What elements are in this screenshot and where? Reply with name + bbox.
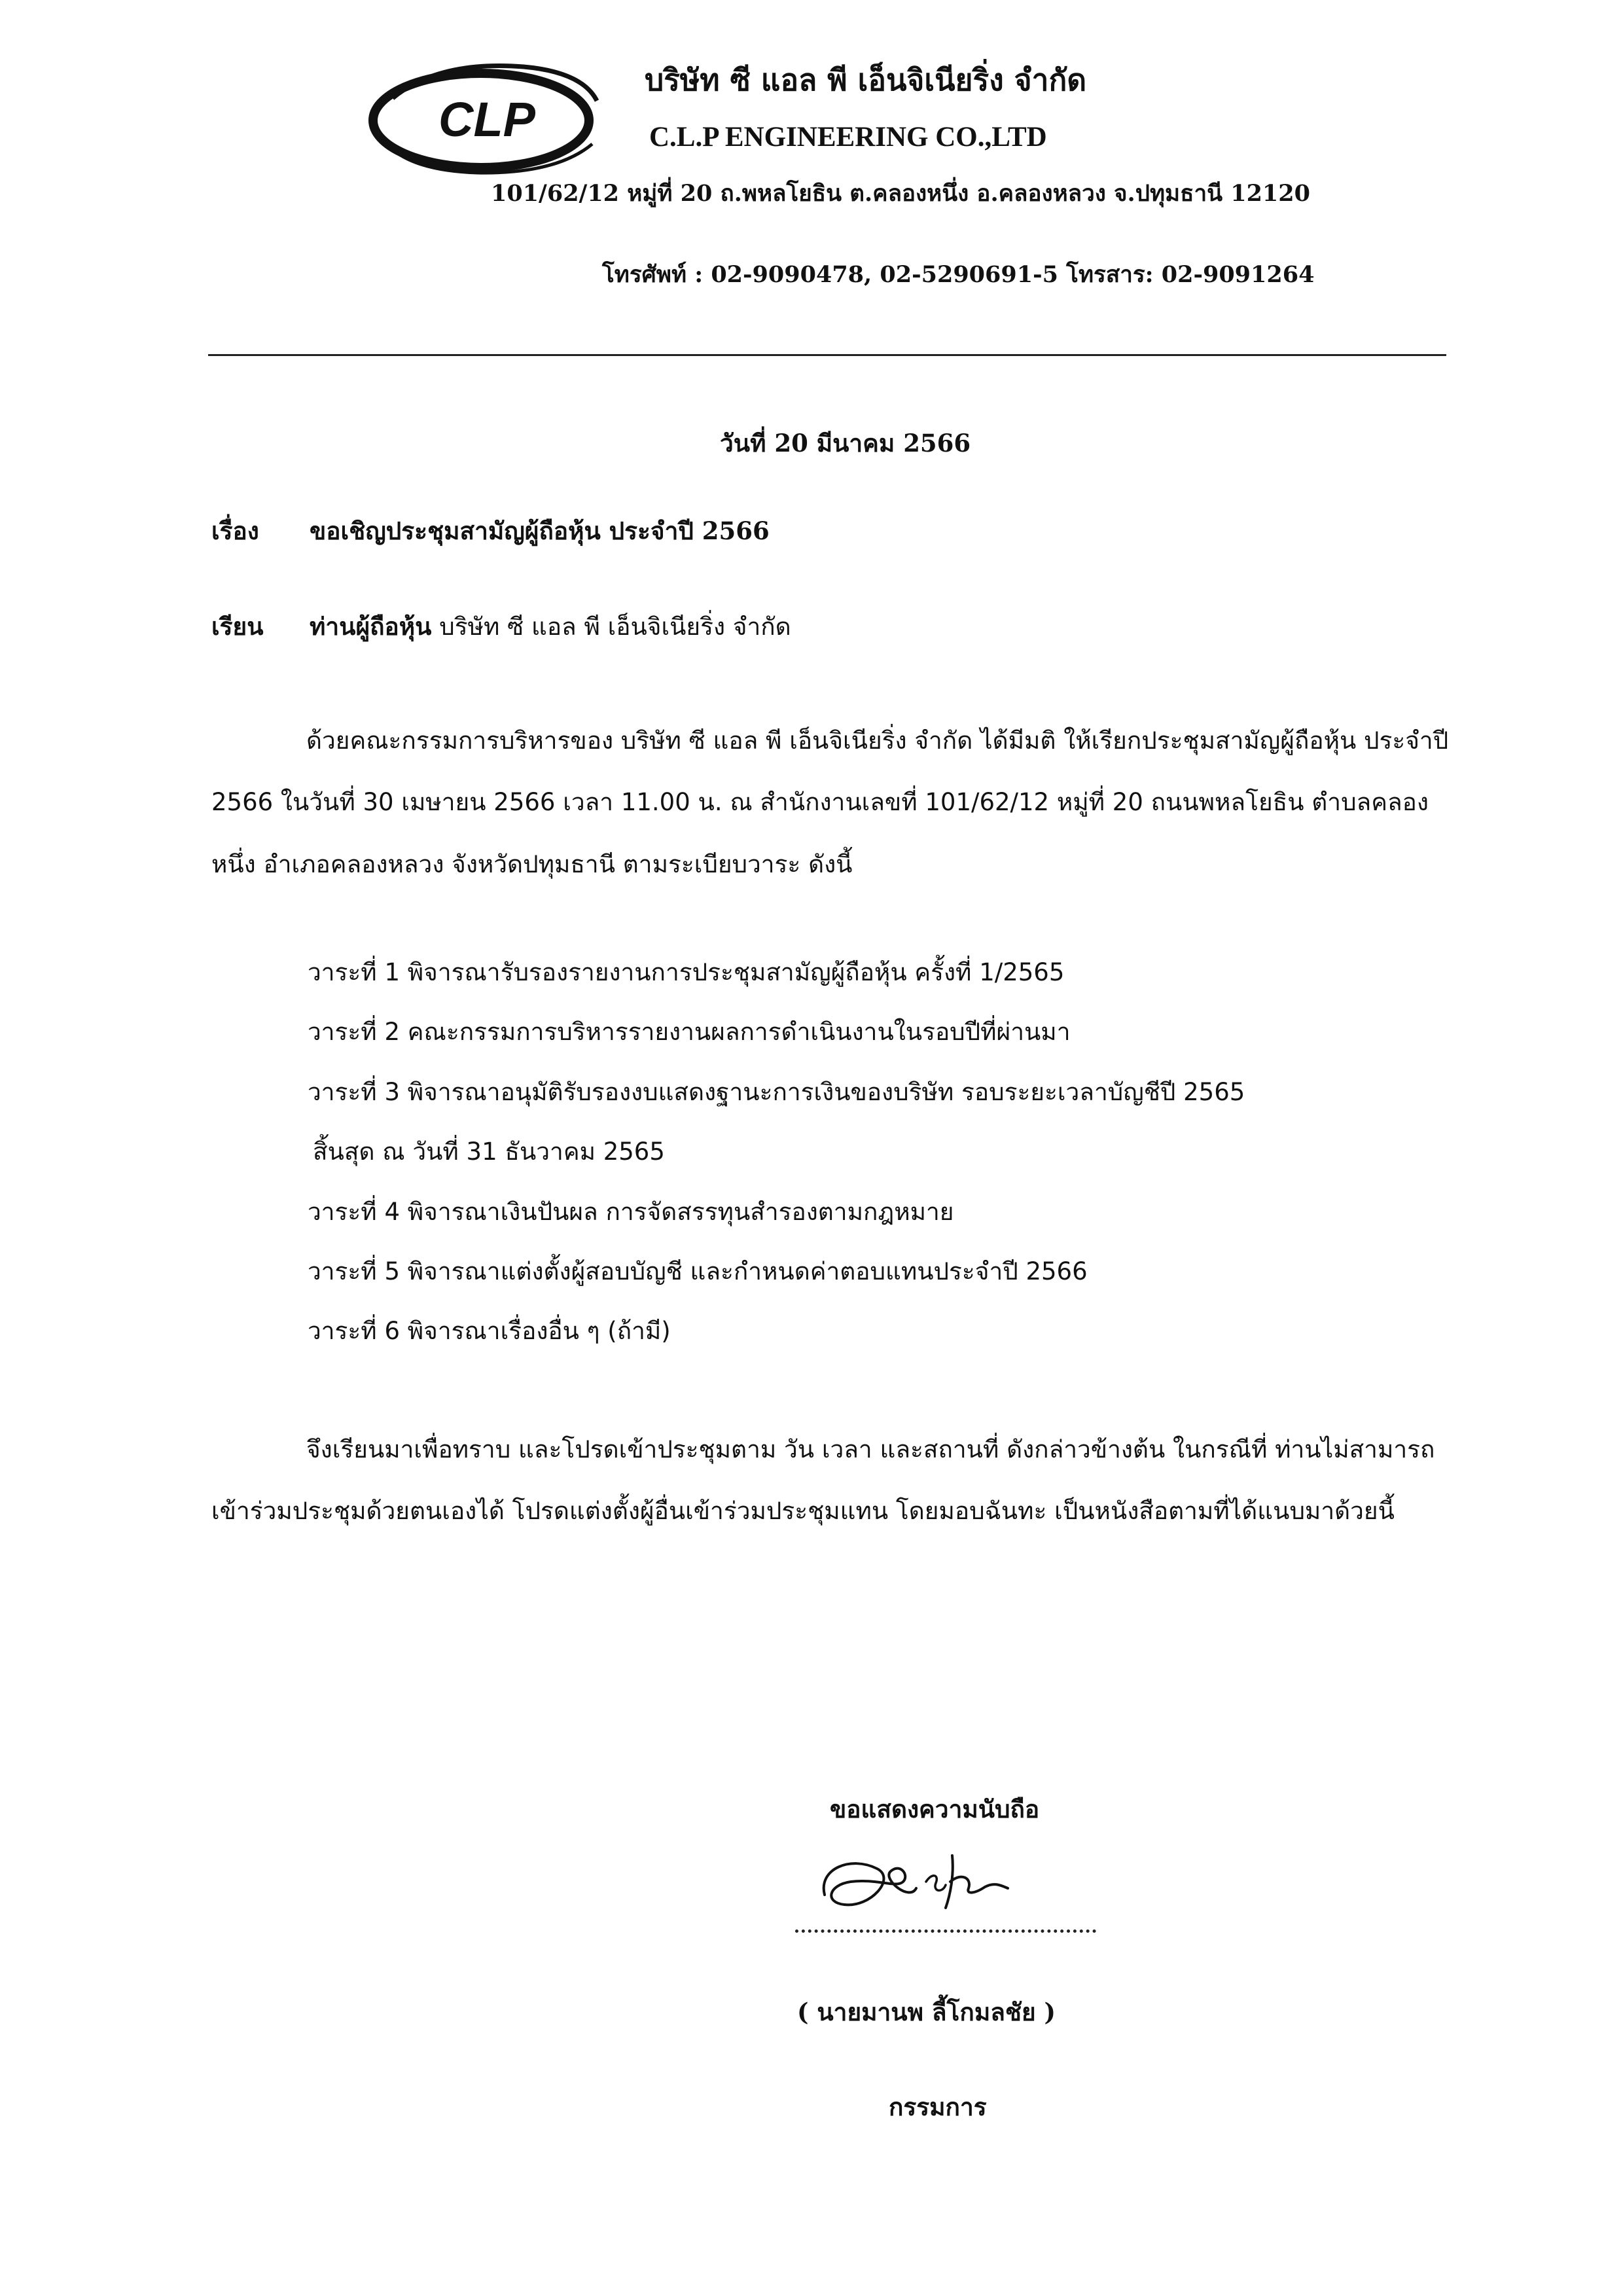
closing-paragraph-text: จึงเรียนมาเพื่อทราบ และโปรดเข้าประชุมตาม วัน เวลา และสถานที่ ดังกล่าวข้างต้น ในกรณีที่ ท่านไม่สามารถเข้าร่วมประชุมด้วยตนเองได้ โปรดแต่งตั้งผู้อื่นเข้าร่วมประชุมแทน โดยมอบฉันทะ เป็นหนังสือตามที่ได้แนบมาด้วยนี้ xyxy=(211,1435,1435,1526)
agenda-item: วาระที่ 5 พิจารณาแต่งตั้งผู้สอบบัญชี และกำหนดค่าตอบแทนประจำปี 2566 xyxy=(308,1257,1088,1285)
agenda-item: วาระที่ 6 พิจารณาเรื่องอื่น ๆ (ถ้ามี) xyxy=(308,1317,671,1346)
subject-label: เรื่อง xyxy=(211,516,259,545)
intro-paragraph-text: ด้วยคณะกรรมการบริหารของ บริษัท ซี แอล พี เอ็นจิเนียริ่ง จำกัด ได้มีมติ ให้เรียกประชุมสามัญผู้ถือหุ้น ประจำปี 2566 ในวันที่ 30 เมษายน 2566 เวลา 11.00 น. ณ สำนักงานเลขที่ 101/62/12 หมู่ที่ 20 ถนนพหลโยธิน ตำบลคลองหนึ่ง อำเภอคลองหลวง จังหวัดปทุมธานี ตามระเบียบวาระ ดังนี้ xyxy=(211,726,1449,878)
signer-position: กรรมการ xyxy=(889,2092,987,2121)
company-address: 101/62/12 หมู่ที่ 20 ถ.พหลโยธิน ต.คลองหนึ่ง อ.คลองหลวง จ.ปทุมธานี 12120 xyxy=(491,180,1310,207)
agenda-item: วาระที่ 3 พิจารณาอนุมัติรับรองงบแสดงฐานะการเงินของบริษัท รอบระยะเวลาบัญชีปี 2565 xyxy=(308,1077,1245,1106)
signature-line xyxy=(795,1929,1096,1933)
header-divider xyxy=(208,354,1446,356)
svg-text:CLP: CLP xyxy=(438,92,535,147)
intro-paragraph xyxy=(211,710,1452,895)
addressee-text: บริษัท ซี แอล พี เอ็นจิเนียริ่ง จำกัด xyxy=(439,613,791,641)
agenda-item: วาระที่ 4 พิจารณาเงินปันผล การจัดสรรทุนสำรองตามกฎหมาย xyxy=(308,1197,954,1226)
addressee-label: เรียน xyxy=(211,612,264,641)
agenda-item: วาระที่ 2 คณะกรรมการบริหารรายงานผลการดำเนินงานในรอบปีที่ผ่านมา xyxy=(308,1018,1071,1047)
subject-text: ขอเชิญประชุมสามัญผู้ถือหุ้น ประจำปี 2566 xyxy=(310,516,770,545)
addressee-line xyxy=(211,607,791,646)
handwritten-signature xyxy=(812,1842,1021,1928)
company-name-english: C.L.P ENGINEERING CO.,LTD xyxy=(649,122,1047,152)
agenda-item: วาระที่ 1 พิจารณารับรองรายงานการประชุมสามัญผู้ถือหุ้น ครั้งที่ 1/2565 xyxy=(308,958,1065,986)
closing-paragraph xyxy=(211,1419,1452,1543)
company-contact: โทรศัพท์ : 02-9090478, 02-5290691-5 โทรสาร: 02-9091264 xyxy=(602,261,1315,288)
regards: ขอแสดงความนับถือ xyxy=(830,1795,1040,1823)
agenda-item-continuation: สิ้นสุด ณ วันที่ 31 ธันวาคม 2565 xyxy=(313,1138,665,1166)
company-logo xyxy=(366,52,609,180)
addressee-title: ท่านผู้ถือหุ้น xyxy=(310,612,432,641)
subject-line xyxy=(211,512,770,550)
signer-name: ( นายมานพ ลี้โกมลชัย ) xyxy=(797,1998,1056,2026)
letter-date: วันที่ 20 มีนาคม 2566 xyxy=(720,429,971,457)
company-name-thai: บริษัท ซี แอล พี เอ็นจิเนียริ่ง จำกัด xyxy=(645,62,1087,98)
agenda-list xyxy=(308,942,1245,1361)
